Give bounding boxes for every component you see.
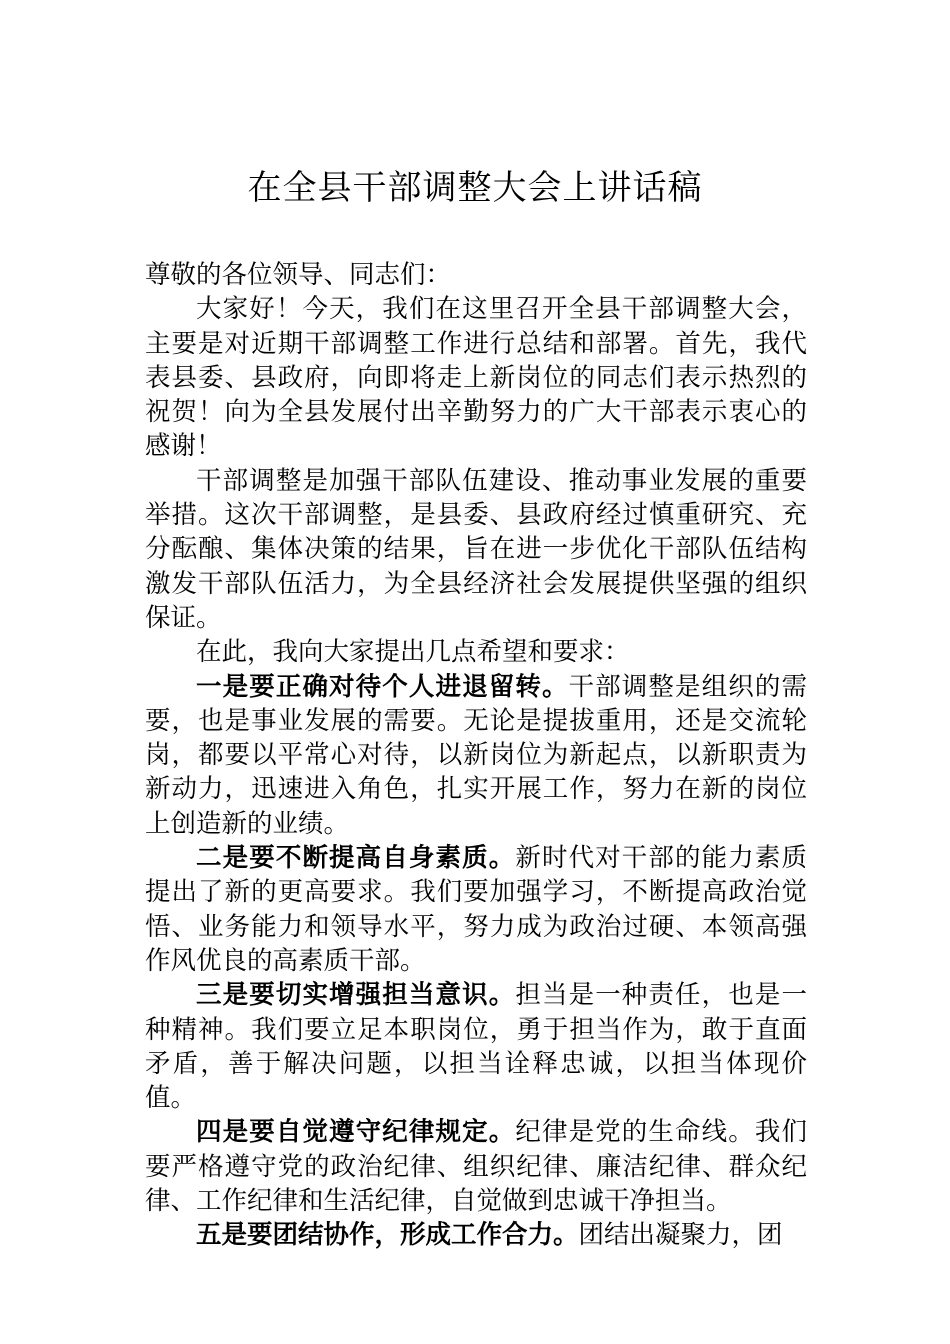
requirement-4	[145, 1115, 807, 1218]
requirement-5	[145, 1218, 807, 1252]
requirement-3	[145, 978, 807, 1115]
requirement-text: 纪律是党的生命线。我们要严格遵守党的政治纪律、组织纪律、廉洁纪律、群众纪律、工作纪律和生活纪律，自觉做到忠诚干净担当。	[145, 1117, 807, 1217]
requirement-heading: 四是要自觉遵守纪律规定。	[196, 1117, 516, 1148]
requirement-1	[145, 670, 807, 841]
paragraph-greeting	[145, 292, 807, 463]
requirement-text: 担当是一种责任，也是一种精神。我们要立足本职岗位，勇于担当作为，敢于直面矛盾，善于解决问题，以担当诠释忠诚，以担当体现价值。	[145, 980, 807, 1114]
requirement-heading: 二是要不断提高自身素质。	[196, 843, 516, 874]
paragraph-text: 干部调整是加强干部队伍建设、推动事业发展的重要举措。这次干部调整，是县委、县政府经过慎重研究、充分酝酿、集体决策的结果，旨在进一步优化干部队伍结构激发干部队伍活力，为全县经济社会发展提供坚强的组织保证。	[145, 465, 807, 633]
requirement-text: 干部调整是组织的需要，也是事业发展的需要。无论是提拔重用，还是交流轮岗，都要以平常心对待，以新岗位为新起点，以新职责为新动力，迅速进入角色，扎实开展工作，努力在新的岗位上创造新的业绩。	[145, 671, 807, 839]
requirement-heading: 一是要正确对待个人进退留转。	[196, 671, 569, 702]
requirement-heading: 五是要团结协作，形成工作合力。	[196, 1220, 579, 1251]
document-body	[145, 258, 807, 1253]
paragraph-text: 大家好！今天，我们在这里召开全县干部调整大会，主要是对近期干部调整工作进行总结和部署。首先，我代表县委、县政府，向即将走上新岗位的同志们表示热烈的祝贺！向为全县发展付出辛勤努力的广大干部表示衷心的感谢！	[145, 294, 807, 462]
requirement-heading: 三是要切实增强担当意识。	[196, 980, 516, 1011]
paragraph-intro-requirements	[145, 635, 807, 669]
salutation: 尊敬的各位领导、同志们：	[145, 260, 452, 290]
requirement-2	[145, 841, 807, 978]
requirement-text: 新时代对干部的能力素质提出了新的更高要求。我们要加强学习，不断提高政治觉悟、业务能力和领导水平，努力成为政治过硬、本领高强作风优良的高素质干部。	[145, 843, 807, 976]
document-title: 在全县干部调整大会上讲话稿	[247, 168, 703, 208]
paragraph-purpose	[145, 464, 807, 635]
paragraph-text: 在此，我向大家提出几点希望和要求：	[196, 637, 630, 668]
requirement-text: 团结出凝聚力，团	[578, 1220, 783, 1251]
